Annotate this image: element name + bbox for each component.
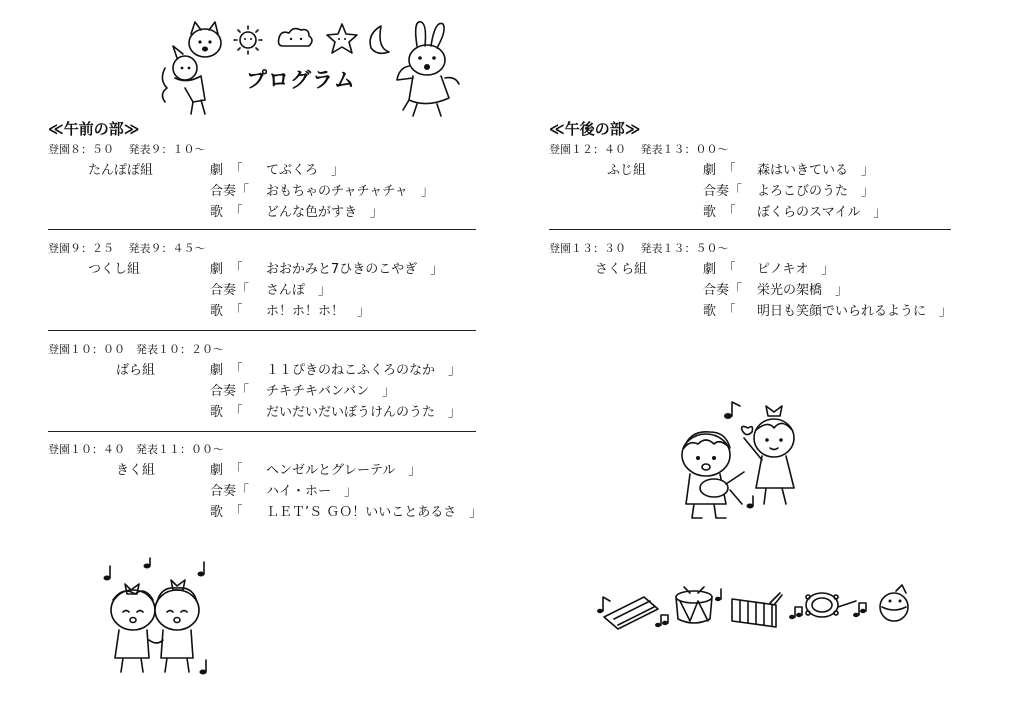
program-row: [549, 159, 979, 180]
morning-heading: ≪午前の部≫: [48, 120, 140, 138]
afternoon-heading: ≪午後の部≫: [549, 120, 641, 138]
music-note-icon: [200, 660, 207, 675]
divider: [48, 330, 476, 331]
class-name: たんぽぽ組: [88, 163, 154, 178]
performance-type: 劇 「: [703, 262, 736, 277]
program-row: [48, 300, 478, 321]
music-note-icon: [655, 615, 668, 627]
music-note-icon: [597, 597, 610, 613]
performance-type: 歌 「: [210, 505, 243, 520]
children-music-illustration: [670, 400, 820, 525]
program-row: [549, 300, 979, 321]
program-row: [549, 279, 979, 300]
program-row: [48, 401, 478, 422]
performance-title: ピノキオ 」: [757, 262, 835, 277]
performance-type: 劇 「: [210, 163, 243, 178]
performance-type: 合奏「: [210, 384, 250, 399]
afternoon-group: [549, 240, 979, 321]
morning-group: [48, 341, 478, 422]
performance-title: おおかみと7ひきのこやぎ 」: [266, 262, 444, 277]
program-row: [48, 201, 478, 222]
cat-character-icon: [162, 22, 221, 114]
group-time: 登園１３：３０ 発表１３：５０～: [549, 242, 729, 255]
performance-title: どんな色がすき 」: [266, 205, 384, 220]
performance-type: 合奏「: [210, 184, 250, 199]
performance-type: 歌 「: [703, 304, 736, 319]
class-name: つくし組: [88, 262, 141, 277]
drum-icon: [676, 587, 712, 623]
sun-icon: [234, 26, 262, 54]
xylophone-icon: [732, 593, 782, 627]
performance-title: ＬＥＴ’Ｓ ＧＯ！いいことあるさ 」: [266, 505, 483, 520]
program-row: [549, 201, 979, 222]
star-icon: [327, 24, 357, 53]
morning-group: [48, 441, 483, 522]
program-row: [48, 359, 478, 380]
performance-title: おもちゃのチャチャチャ 」: [266, 184, 434, 199]
rabbit-character-icon: [397, 22, 459, 116]
divider: [48, 229, 476, 230]
performance-type: 合奏「: [210, 484, 250, 499]
performance-type: 劇 「: [210, 463, 243, 478]
performance-type: 合奏「: [703, 184, 743, 199]
music-note-icon: [104, 566, 111, 581]
program-row: [48, 180, 478, 201]
performance-type: 劇 「: [703, 163, 736, 178]
group-time: 登園９：２５ 発表９：４５～: [48, 242, 206, 255]
music-note-icon: [853, 603, 866, 617]
instruments-illustration: [594, 583, 924, 633]
program-row: [48, 380, 478, 401]
performance-type: 合奏「: [210, 283, 250, 298]
performance-type: 歌 「: [703, 205, 736, 220]
moon-icon: [370, 26, 389, 53]
performance-type: 歌 「: [210, 205, 243, 220]
performance-title: ぼくらのスマイル 」: [757, 205, 887, 220]
harmonica-icon: [604, 597, 658, 629]
boy-character-icon: [149, 580, 199, 672]
divider: [48, 431, 476, 432]
performance-title: だいだいだいぼうけんのうた 」: [266, 405, 462, 420]
divider: [549, 229, 951, 230]
page-title: プログラム: [246, 68, 356, 92]
group-time: 登園１０：４０ 発表１１：００～: [48, 443, 224, 456]
performance-type: 歌 「: [210, 304, 243, 319]
girl-character-icon: [111, 584, 155, 672]
group-time: 登園８：５０ 発表９：１０～: [48, 143, 206, 156]
performance-title: 明日も笑顔でいられるように 」: [757, 304, 953, 319]
morning-group: [48, 141, 478, 222]
performance-title: ヘンゼルとグレーテル 」: [266, 463, 422, 478]
music-note-icon: [198, 562, 205, 577]
performance-title: 栄光の架橋 」: [757, 283, 849, 298]
performance-title: ホ！ホ！ホ！ 」: [266, 304, 371, 319]
performance-title: １１ぴきのねこふくろのなか 」: [266, 363, 462, 378]
music-note-icon: [724, 402, 740, 419]
performance-type: 劇 「: [210, 363, 243, 378]
class-name: ばら組: [116, 363, 156, 378]
castanets-icon: [880, 585, 908, 621]
group-time: 登園１２：４０ 発表１３：００～: [549, 143, 729, 156]
morning-group: [48, 240, 478, 321]
performance-title: チキチキバンバン 」: [266, 384, 396, 399]
music-note-icon: [144, 558, 151, 569]
performance-type: 劇 「: [210, 262, 243, 277]
music-note-icon: [789, 607, 802, 619]
class-name: さくら組: [595, 262, 648, 277]
program-row: [48, 279, 478, 300]
cloud-icon: [279, 29, 313, 46]
program-row: [549, 258, 979, 279]
class-name: ふじ組: [607, 163, 647, 178]
girl-character-icon: [742, 406, 794, 504]
performance-title: てぶくろ 」: [266, 163, 345, 178]
performance-type: 合奏「: [703, 283, 743, 298]
program-row: [48, 258, 478, 279]
program-row: [48, 501, 483, 522]
tambourine-icon: [806, 593, 856, 617]
performance-title: ハイ・ホー 」: [266, 484, 358, 499]
program-row: [48, 459, 478, 480]
performance-type: 歌 「: [210, 405, 243, 420]
afternoon-group: [549, 141, 979, 222]
group-time: 登園１０：００ 発表１０：２０～: [48, 343, 224, 356]
performance-title: さんぽ 」: [266, 283, 332, 298]
performance-title: よろこびのうた 」: [757, 184, 875, 199]
boy-character-icon: [682, 432, 744, 518]
children-singing-illustration: [95, 558, 220, 683]
program-row: [48, 480, 478, 501]
performance-title: 森はいきている 」: [757, 163, 875, 178]
class-name: きく組: [116, 463, 156, 478]
program-row: [48, 159, 478, 180]
music-note-icon: [747, 496, 754, 509]
music-note-icon: [715, 589, 721, 601]
program-row: [549, 180, 979, 201]
